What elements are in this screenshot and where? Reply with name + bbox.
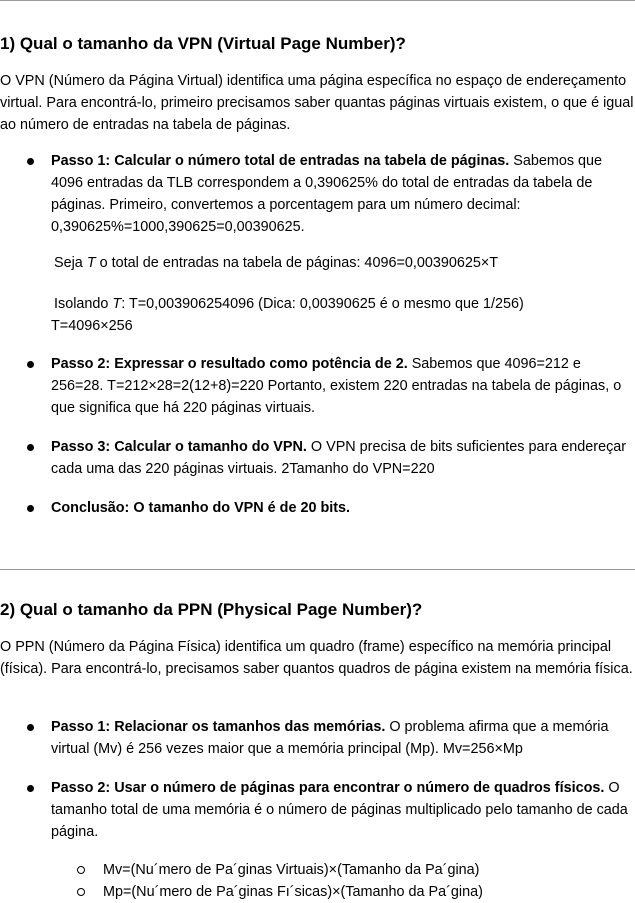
bullet-icon <box>27 785 34 792</box>
bullet-icon <box>27 158 34 165</box>
bullet-icon <box>27 444 34 451</box>
section1-seja-line <box>54 252 624 274</box>
formula1-text: Mv=(Nu´mero de Pa´ginas Virtuais)×(Tamanho da Pa´gina) <box>103 862 480 878</box>
section-divider <box>0 569 635 570</box>
section1-step3 <box>0 436 635 480</box>
top-divider <box>0 0 635 1</box>
section1-step3-title: Passo 3: Calcular o tamanho do VPN. <box>51 439 307 455</box>
section2-step2-text: O tamanho total de uma memória é o número de páginas multiplicado pelo tamanho de cada página. <box>51 780 628 840</box>
section1-isolando-result: T=4096×256 <box>51 318 133 334</box>
section1-step1 <box>0 150 635 238</box>
bullet-icon <box>27 505 34 512</box>
section2-step2-title: Passo 2: Usar o número de páginas para encontrar o número de quadros físicos. <box>51 780 605 796</box>
section1-conclusion-list <box>0 497 635 519</box>
section2-steps-list <box>0 716 635 760</box>
isolando-variable: T <box>112 296 122 312</box>
section2-formula1 <box>0 859 635 881</box>
bullet-icon <box>27 724 34 731</box>
isolando-text: : T=0,003906254096 (Dica: 0,00390625 é o mesmo que 1/256) <box>121 296 524 312</box>
section1-step2-text: Sabemos que 4096=212 e 256=28. T=212×28=2(12+8)=220 Portanto, existem 220 entradas na tabela de páginas, o que significa que há 220 páginas virtuais. <box>51 356 622 416</box>
section2-formula-list <box>0 859 635 903</box>
seja-prefix: Seja <box>54 255 87 271</box>
section1-steps-list-cont <box>0 353 635 419</box>
seja-text: o total de entradas na tabela de páginas: 4096=0,00390625×T <box>95 255 499 271</box>
section2-intro: O PPN (Número da Página Física) identifica um quadro (frame) específico na memória principal (física). Para encontrá-lo, precisamos saber quantos quadros de página existem na memória física. <box>0 639 633 677</box>
seja-variable: T <box>86 255 96 271</box>
section1-steps-list <box>0 150 635 238</box>
section1-intro: O VPN (Número da Página Virtual) identifica uma página específica no espaço de endereçamento virtual. Para encontrá-lo, primeiro precisamos saber quantas páginas virtuais existem, o que é igual ao número de entradas na tabela de páginas. <box>0 73 634 133</box>
section2-step1 <box>0 716 635 760</box>
section2-step1-title: Passo 1: Relacionar os tamanhos das memórias. <box>51 719 386 735</box>
section1-step1-text: Sabemos que 4096 entradas da TLB correspondem a 0,390625% do total de entradas da tabela de páginas. Primeiro, convertemos a porcentagem para um número decimal: 0,390625%=1000,390625=0,00390625. <box>51 153 603 235</box>
section1-step3-text: O VPN precisa de bits suficientes para endereçar cada uma das 220 páginas virtuais. 2Tamanho do VPN=220 <box>51 439 627 477</box>
section2-heading: 2) Qual o tamanho da PPN (Physical Page Number)? <box>0 600 423 619</box>
section1-heading: 1) Qual o tamanho da VPN (Virtual Page Number)? <box>0 34 406 53</box>
section1-conclusion <box>0 497 635 519</box>
section1-step1-title: Passo 1: Calcular o número total de entradas na tabela de páginas. <box>51 153 510 169</box>
section1-step2 <box>0 353 635 419</box>
section2-step2 <box>0 777 635 843</box>
section2-step1-text: O problema afirma que a memória virtual (Mv) é 256 vezes maior que a memória principal (Mp). Mv=256×Mp <box>51 719 609 757</box>
section1-conclusion-text: Conclusão: O tamanho do VPN é de 20 bits. <box>51 500 351 516</box>
section1-isolando-line <box>54 293 624 315</box>
section1-step3-list <box>0 436 635 480</box>
section2-step2-list <box>0 777 635 843</box>
section1-step2-title: Passo 2: Expressar o resultado como potência de 2. <box>51 356 408 372</box>
hollow-bullet-icon <box>77 866 85 874</box>
isolando-prefix: Isolando <box>54 296 113 312</box>
section2-formula2 <box>0 881 635 903</box>
formula2-text: Mp=(Nu´mero de Pa´ginas Fı´sicas)×(Tamanho da Pa´gina) <box>103 884 483 900</box>
bullet-icon <box>27 361 34 368</box>
hollow-bullet-icon <box>77 888 85 896</box>
